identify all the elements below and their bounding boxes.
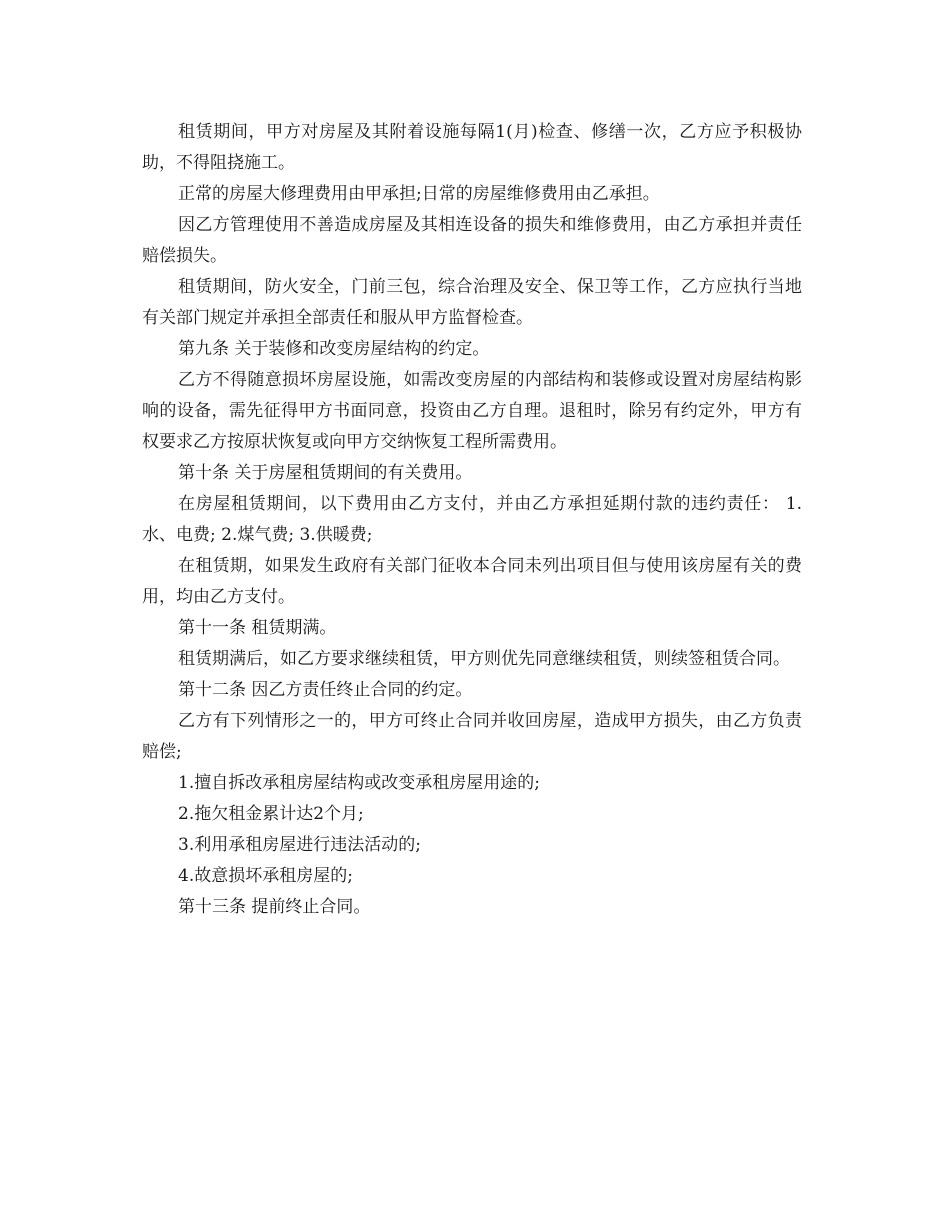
list-item-3: 3.利用承租房屋进行违法活动的; <box>178 835 421 855</box>
paragraph-inspection: 租赁期间，甲方对房屋及其附着设施每隔1(月)检查、修缮一次，乙方应予积极协助，不得阻挠施工。 <box>142 122 802 173</box>
article-10-heading: 第十条 关于房屋租赁期间的有关费用。 <box>178 463 473 483</box>
list-item-1: 1.擅自拆改承租房屋结构或改变承租房屋用途的; <box>178 773 540 793</box>
paragraph-renewal: 租赁期满后，如乙方要求继续租赁，甲方则优先同意继续租赁，则续签租赁合同。 <box>178 649 790 669</box>
list-item-4: 4.故意损坏承租房屋的; <box>178 866 353 886</box>
article-13-heading: 第十三条 提前终止合同。 <box>178 897 371 917</box>
article-9-heading: 第九条 关于装修和改变房屋结构的约定。 <box>178 339 490 359</box>
document-body <box>142 117 802 923</box>
paragraph-damage-liability: 因乙方管理使用不善造成房屋及其相连设备的损失和维修费用，由乙方承担并责任赔偿损失。 <box>142 215 802 266</box>
paragraph-repair-costs: 正常的房屋大修理费用由甲承担;日常的房屋维修费用由乙承担。 <box>178 184 660 204</box>
list-item-2: 2.拖欠租金累计达2个月; <box>178 804 364 824</box>
article-12-heading: 第十二条 因乙方责任终止合同的约定。 <box>178 680 473 700</box>
paragraph-fees: 在房屋租赁期间，以下费用由乙方支付，并由乙方承担延期付款的违约责任： 1.水、电费; 2.煤气费; 3.供暖费; <box>142 494 802 545</box>
paragraph-safety-duties: 租赁期间，防火安全，门前三包，综合治理及安全、保卫等工作，乙方应执行当地有关部门规定并承担全部责任和服从甲方监督检查。 <box>142 277 802 328</box>
article-11-heading: 第十一条 租赁期满。 <box>178 618 337 638</box>
paragraph-renovation: 乙方不得随意损坏房屋设施，如需改变房屋的内部结构和装修或设置对房屋结构影响的设备，需先征得甲方书面同意，投资由乙方自理。退租时，除另有约定外，甲方有权要求乙方按原状恢复或向甲方交纳恢复工程所需费用。 <box>142 370 802 452</box>
paragraph-government-fees: 在租赁期，如果发生政府有关部门征收本合同未列出项目但与使用该房屋有关的费用，均由乙方支付。 <box>142 556 802 607</box>
paragraph-termination-conditions: 乙方有下列情形之一的，甲方可终止合同并收回房屋，造成甲方损失，由乙方负责赔偿; <box>142 711 802 762</box>
